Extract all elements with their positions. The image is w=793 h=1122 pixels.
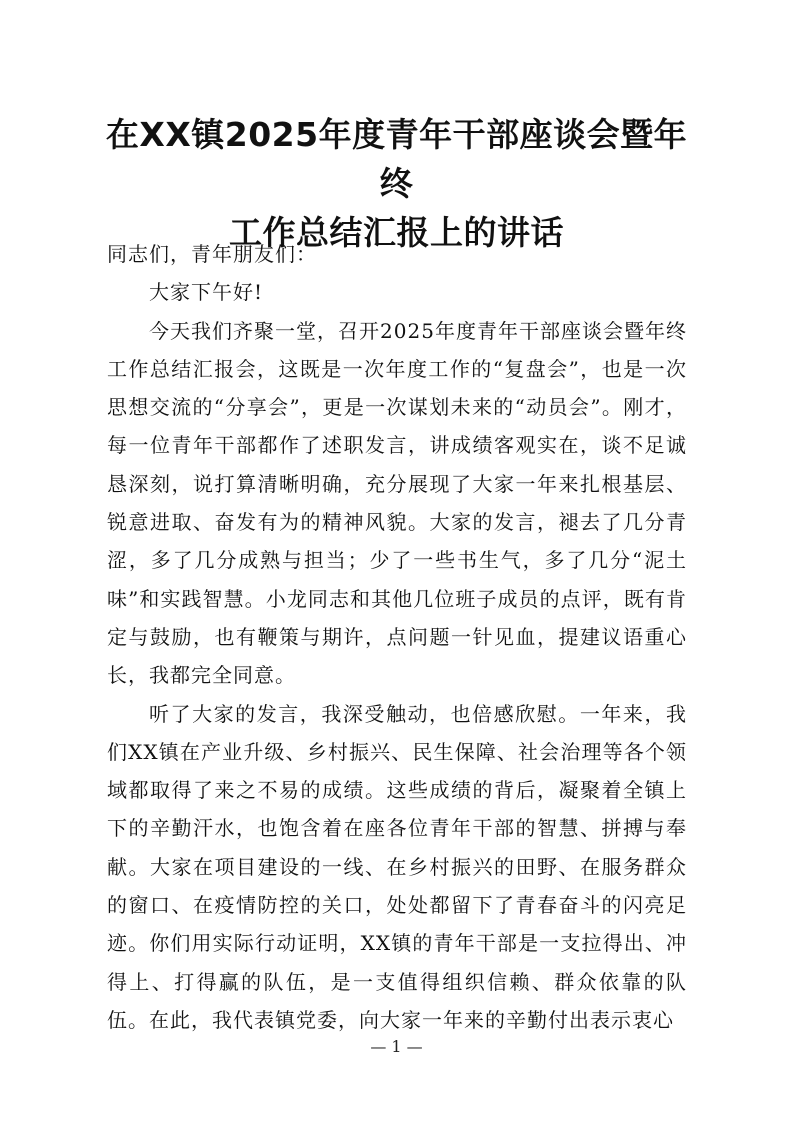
greeting: 大家下午好! xyxy=(149,280,264,305)
paragraph-2: 听了大家的发言，我深受触动，也倍感欣慰。一年来，我们XX镇在产业升级、乡村振兴、民生保障、社会治理等各个领域都取得了来之不易的成绩。这些成绩的背后，凝聚着全镇上下的辛勤汗水，也饱含着在座各位青年干部的智慧、拼搏与奉献。大家在项目建设的一线、在乡村振兴的田野、在服务群众的窗口、在疫情防控的关口，处处都留下了青春奋斗的闪亮足迹。你们用实际行动证明，XX镇的青年干部是一支拉得出、冲得上、打得赢的队伍，是一支值得组织信赖、群众依靠的队伍。在此，我代表镇党委，向大家一年来的辛勤付出表示衷心 xyxy=(107,701,687,1032)
title-line-2: 工作总结汇报上的讲话 xyxy=(229,213,564,252)
title-line-1: 在XX镇2025年度青年干部座谈会暨年终 xyxy=(105,115,688,203)
page-number: — 1 — xyxy=(370,1037,423,1056)
document-body xyxy=(107,235,687,1039)
paragraph-1: 今天我们齐聚一堂，召开2025年度青年干部座谈会暨年终工作总结汇报会，这既是一次年度工作的“复盘会”，也是一次思想交流的“分享会”，更是一次谋划未来的“动员会”。刚才，每一位青年干部都作了述职发言，讲成绩客观实在，谈不足诚恳深刻，说打算清晰明确，充分展现了大家一年来扎根基层、锐意进取、奋发有为的精神风貌。大家的发言，褪去了几分青涩，多了几分成熟与担当；少了一些书生气，多了几分“泥土味”和实践智慧。小龙同志和其他几位班子成员的点评，既有肯定与鼓励，也有鞭策与期许，点问题一针见血，提建议语重心长，我都完全同意。 xyxy=(107,318,687,688)
salutation: 同志们，青年朋友们： xyxy=(107,242,317,266)
